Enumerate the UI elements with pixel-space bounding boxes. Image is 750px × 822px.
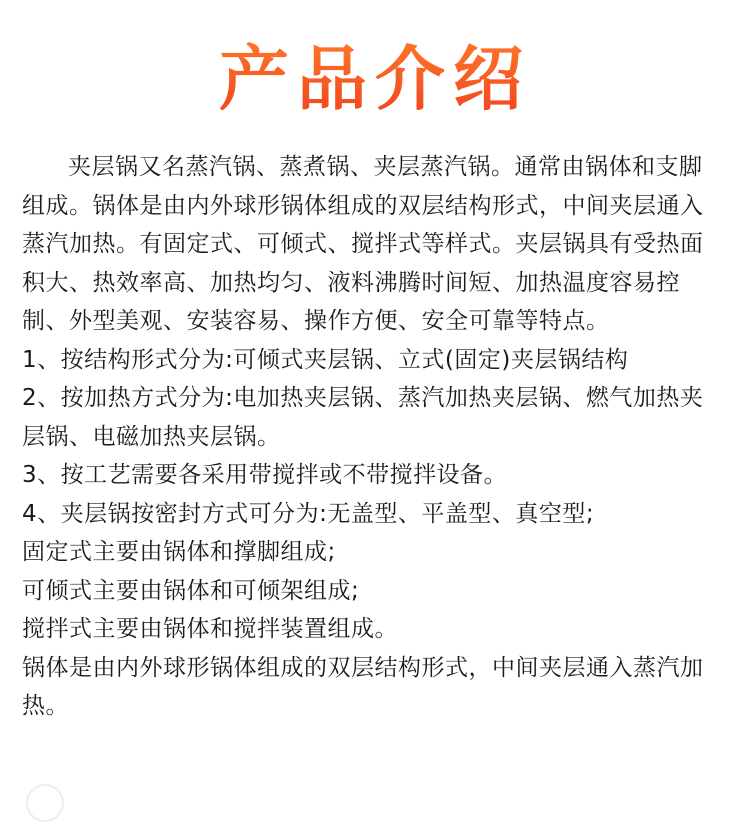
list-item: 搅拌式主要由锅体和搅拌装置组成。 <box>22 616 398 642</box>
closing-paragraph: 锅体是由内外球形锅体组成的双层结构形式，中间夹层通入蒸汽加热。 <box>22 654 704 719</box>
list-item: 1、按结构形式分为:可倾式夹层锅、立式(固定)夹层锅结构 <box>22 346 629 373</box>
product-description <box>22 148 722 726</box>
watermark-icon <box>26 784 64 822</box>
list-item: 2、按加热方式分为:电加热夹层锅、蒸汽加热夹层锅、燃气加热夹层锅、电磁加热夹层锅。 <box>22 385 704 450</box>
list-item: 3、按工艺需要各采用带搅拌或不带搅拌设备。 <box>22 462 508 488</box>
list-item: 固定式主要由锅体和撑脚组成; <box>22 539 336 565</box>
page-title: 产品介绍 <box>0 34 750 124</box>
list-item: 4、夹层锅按密封方式可分为:无盖型、平盖型、真空型; <box>22 500 595 527</box>
intro-paragraph: 夹层锅又名蒸汽锅、蒸煮锅、夹层蒸汽锅。通常由锅体和支脚组成。锅体是由内外球形锅体组成的双层结构形式，中间夹层通入蒸汽加热。有固定式、可倾式、搅拌式等样式。夹层锅具有受热面积大、热效率高、加热均匀、液料沸腾时间短、加热温度容易控制、外型美观、安装容易、操作方便、安全可靠等特点。 <box>22 154 704 334</box>
list-item: 可倾式主要由锅体和可倾架组成; <box>22 577 360 604</box>
